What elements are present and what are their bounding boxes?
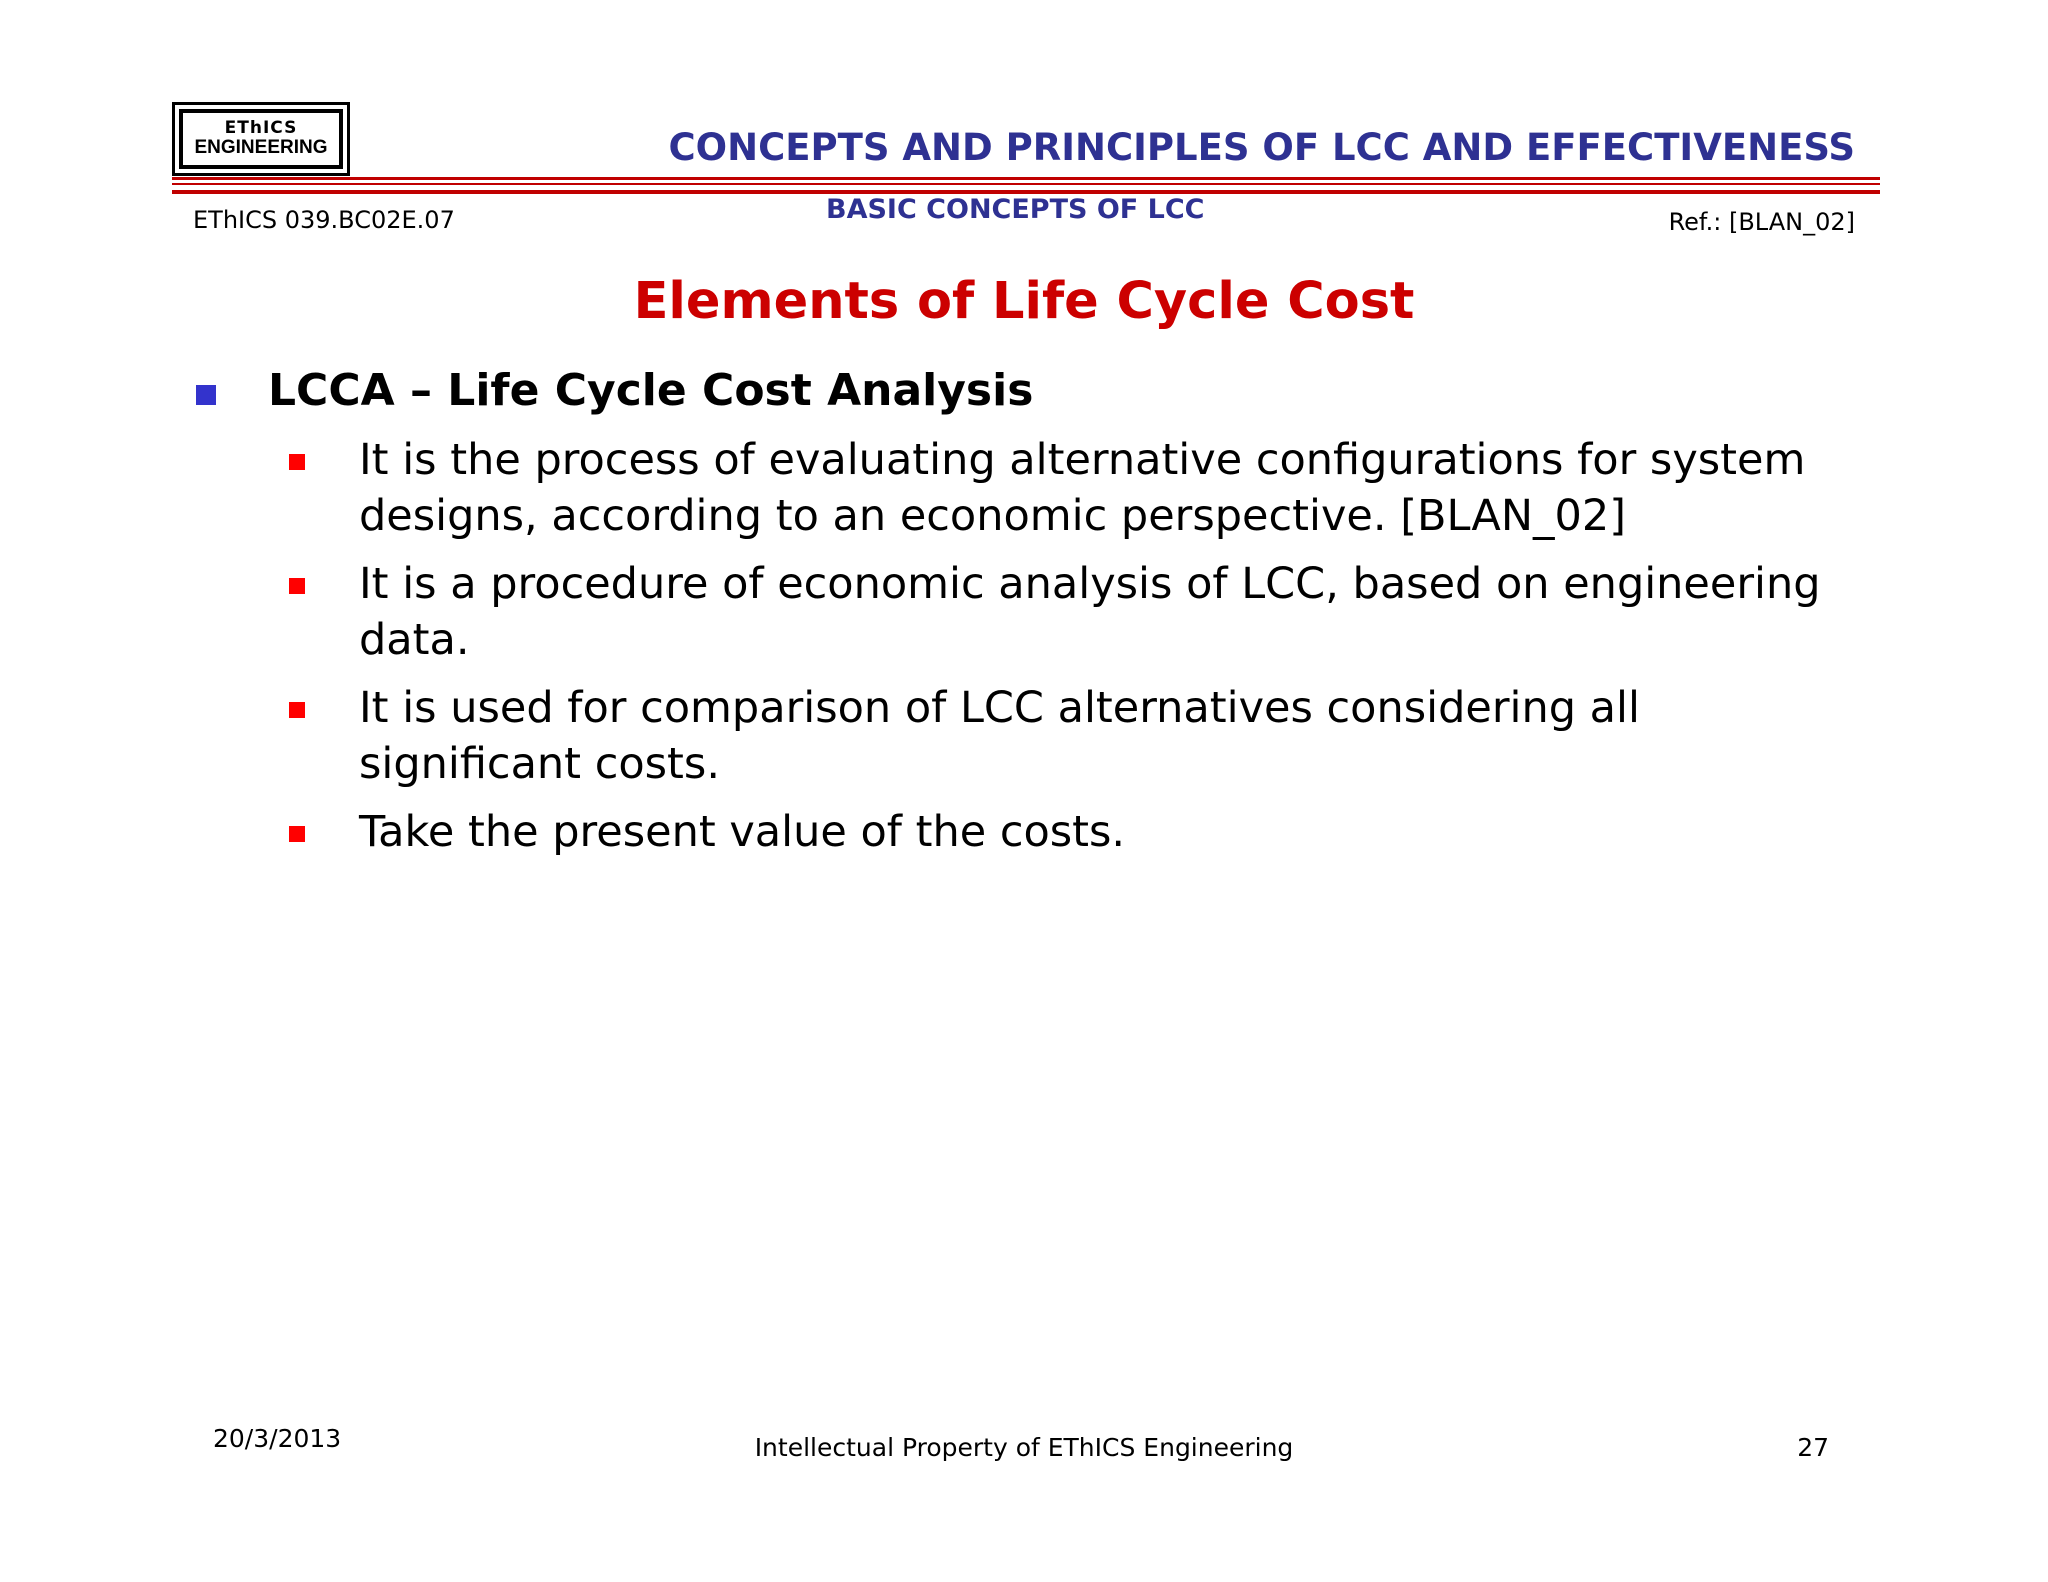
logo-frame <box>179 109 343 169</box>
red-square-bullet-icon <box>289 454 305 470</box>
bullet-lcca-text: LCCA – Life Cycle Cost Analysis <box>268 365 1034 416</box>
sub-bullet-text: It is a procedure of economic analysis of LCC, based on engineering data. <box>359 559 1821 665</box>
reference-label: Ref.: [BLAN_02] <box>1668 208 1855 236</box>
sub-bullet-list <box>289 432 1849 872</box>
footer-date: 20/3/2013 <box>213 1424 342 1453</box>
footer-page-number: 27 <box>1797 1433 1829 1462</box>
logo-text-bottom: ENGINEERING <box>194 136 328 158</box>
red-square-bullet-icon <box>289 702 305 718</box>
sub-bullet-item <box>289 680 1849 792</box>
sub-bullet-text: Take the present value of the costs. <box>359 807 1126 857</box>
sub-bullet-item <box>289 432 1849 544</box>
footer-ip-notice: Intellectual Property of EThICS Engineering <box>754 1433 1294 1462</box>
sub-bullet-item <box>289 804 1849 860</box>
blue-square-bullet-icon <box>196 385 216 405</box>
sub-bullet-text: It is the process of evaluating alternative configurations for system designs, according to an economic perspective. [BLAN_02] <box>359 435 1806 541</box>
header-rule-middle <box>172 183 1880 185</box>
logo-text-top: EThICS <box>224 118 298 139</box>
sub-bullet-item <box>289 556 1849 668</box>
header-sub-title: BASIC CONCEPTS OF LCC <box>826 194 1205 225</box>
header-rule-top <box>172 177 1880 180</box>
slide-title: Elements of Life Cycle Cost <box>633 272 1415 331</box>
bullet-lcca <box>196 362 1033 420</box>
header-main-title: CONCEPTS AND PRINCIPLES OF LCC AND EFFECTIVENESS <box>668 126 1855 169</box>
red-square-bullet-icon <box>289 578 305 594</box>
company-logo <box>172 102 350 176</box>
document-code: EThICS 039.BC02E.07 <box>193 206 455 234</box>
sub-bullet-text: It is used for comparison of LCC alternatives considering all significant costs. <box>359 683 1640 789</box>
red-square-bullet-icon <box>289 826 305 842</box>
